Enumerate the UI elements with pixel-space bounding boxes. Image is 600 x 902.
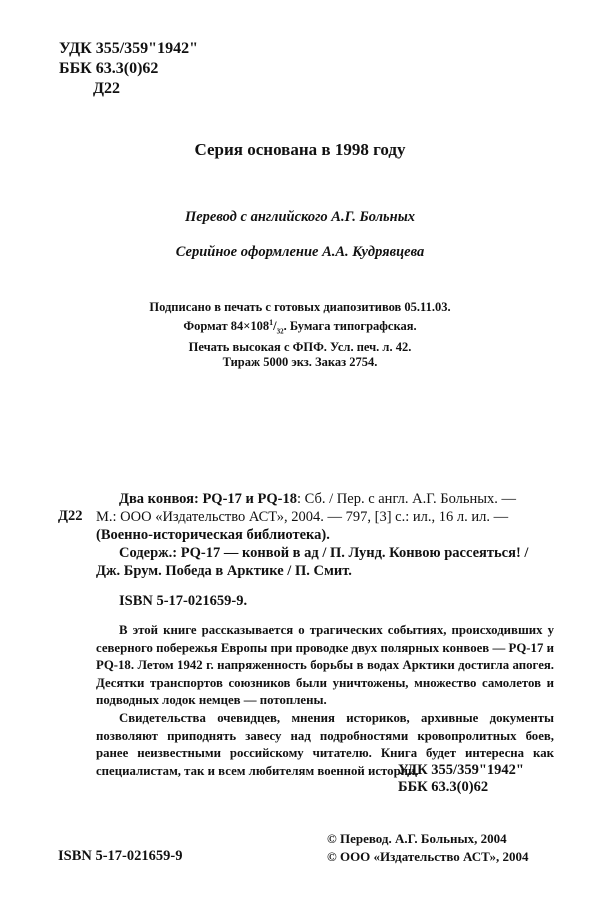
biblio-isbn: ISBN 5-17-021659-9. (119, 593, 248, 609)
biblio-contents-line-2: Дж. Брум. Победа в Арктике / П. Смит. (96, 563, 352, 579)
top-classification-codes (59, 39, 198, 99)
bottom-classification-codes (398, 762, 524, 796)
biblio-publisher-line: М.: ООО «Издательство АСТ», 2004. — 797, [3] с.: ил., 16 л. ил. — (96, 509, 509, 525)
udk-code: УДК 355/359"1942" (59, 40, 198, 57)
imprint-line-signed: Подписано в печать с готовых диапозитивов 05.11.03. (149, 300, 451, 314)
biblio-title-line: Два конвоя: PQ-17 и PQ-18: Сб. / Пер. с англ. А.Г. Больных. — (119, 491, 516, 507)
imprint-line-format: Формат $84\times 108^1/_{32}$. Бумага типографская. (183, 318, 417, 336)
imprint-line-run: Тираж 5000 экз. Заказ 2754. (222, 354, 378, 369)
print-imprint (0, 300, 600, 370)
bibliographic-record (96, 490, 528, 580)
biblio-contents-line-1: Содерж.: PQ-17 — конвой в ад / П. Лунд. Конвою рассеяться! / (119, 545, 529, 561)
annotation-paragraph-2: Свидетельства очевидцев, мнения историков, архивные документы позволяют приподнять завесу над подробностями кровопролитных боев, ранее неизвестными российскому читателю. Книга будет интересна как специалистам, так и всем любителям военной истории. (96, 710, 554, 778)
annotation-paragraph-1: В этой книге рассказывается о трагических событиях, происходивших у северного побережья Европы при проводке двух полярных конвоев — PQ-17 и PQ-18. Летом 1942 г. напряженность борьбы в водах Арктики достигла апогея. Десятки транспортов союзников были уничтожены, множество самолетов и подводных лодок немцев — потоплены. (96, 623, 554, 708)
imprint-line-print: Печать высокая с ФПФ. Усл. печ. л. 42. (188, 339, 412, 354)
design-credit: Серийное оформление А.А. Кудрявцева (175, 244, 425, 260)
bibliographic-author-mark: Д22 (58, 508, 83, 524)
author-mark: Д22 (93, 80, 121, 97)
bottom-udk-code: УДК 355/359"1942" (398, 762, 524, 778)
copyright-publisher: © ООО «Издательство АСТ», 2004 (327, 849, 529, 864)
bottom-bbk-code: ББК 63.3(0)62 (398, 779, 489, 795)
bbk-code: ББК 63.3(0)62 (59, 60, 159, 77)
annotation (96, 622, 554, 780)
translation-credit: Перевод с английского А.Г. Больных (184, 209, 416, 225)
series-note: Серия основана в 1998 году (194, 140, 406, 159)
copyright-notices (327, 830, 529, 866)
biblio-series-line: (Военно-историческая библиотека). (96, 527, 330, 543)
book-title: Два конвоя: PQ-17 и PQ-18 (119, 491, 297, 507)
footer-isbn: ISBN 5-17-021659-9 (58, 848, 183, 864)
copyright-translation: © Перевод. А.Г. Больных, 2004 (327, 831, 507, 846)
